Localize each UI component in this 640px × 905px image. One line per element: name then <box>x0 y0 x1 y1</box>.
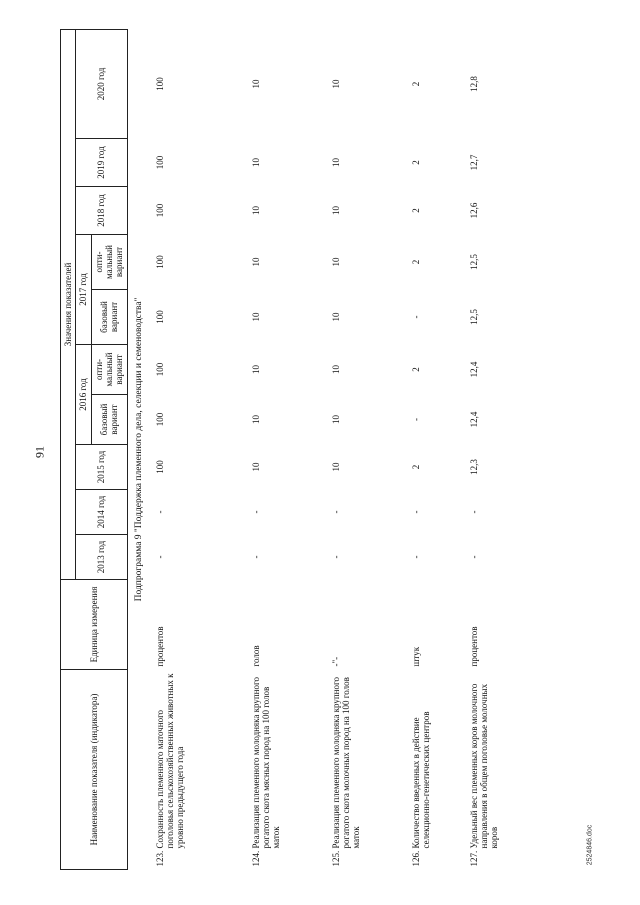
indicator-name: Реализация племенного молодняка крупного рогатого скота мясных пород на 100 голов маток <box>250 677 282 849</box>
indicator-name: Количество введенных в действие селекционно-генетических центров <box>410 711 431 849</box>
subprogram-title: Подпрограмма 9 "Поддержка племенного дела, селекции и семеноводства" <box>133 297 144 602</box>
value-cell-y2013: - <box>330 555 341 559</box>
value-cell-y2016b: 10 <box>330 415 341 424</box>
value-cell-y2019: 10 <box>330 158 341 167</box>
rotated-table-container <box>60 30 500 870</box>
value-cell-y2019: 100 <box>154 155 165 170</box>
indicator-name: Сохранность племенного маточного поголовья сельскохозяйственных животных к уровню предыдущего года <box>154 673 186 849</box>
value-cell-y2014: - <box>250 510 261 514</box>
header-2016: 2016 год <box>76 345 91 445</box>
value-cell-y2020: 2 <box>410 81 421 87</box>
table-row <box>467 29 563 869</box>
value-cell-y2016b: 100 <box>154 412 165 427</box>
value-cell-y2014: - <box>330 510 341 514</box>
page-number: 91 <box>32 446 47 458</box>
value-cell-y2018: 12,6 <box>468 202 479 219</box>
row-number: 125. <box>330 850 341 867</box>
header-values-group: Значения показателей <box>61 29 76 579</box>
value-cell-y2016b: - <box>410 418 421 421</box>
header-2016-opt: опти-мальный вариант <box>91 345 127 395</box>
header-unit-column: Единица измерения <box>61 580 128 670</box>
header-2018: 2018 год <box>76 187 127 235</box>
header-2013: 2013 год <box>76 535 127 580</box>
table-row <box>153 29 249 869</box>
header-2020: 2020 год <box>76 29 127 138</box>
value-cell-y2014: - <box>154 510 165 514</box>
value-cell-y2015: 12,3 <box>468 459 479 475</box>
header-name-column: Наименование показателя (индикатора) <box>61 670 128 870</box>
value-cell-y2015: 10 <box>250 462 261 472</box>
table-row <box>409 29 467 869</box>
header-2019: 2019 год <box>76 139 127 187</box>
value-cell-y2020: 10 <box>330 79 341 89</box>
value-cell-y2018: 10 <box>330 206 341 215</box>
value-cell-y2014: - <box>410 510 421 514</box>
table-row <box>249 29 329 869</box>
value-cell-y2017o: 2 <box>410 259 421 265</box>
row-number: 126. <box>410 850 421 867</box>
indicator-name-cell <box>329 670 409 870</box>
header-2017-opt: опти-мальный вариант <box>91 235 127 290</box>
indicator-name-cell <box>249 670 329 870</box>
value-cell-y2017o: 100 <box>154 255 165 269</box>
unit-cell: штук <box>410 646 421 667</box>
value-cell-y2013: - <box>154 555 165 559</box>
row-number: 127. <box>468 850 479 867</box>
value-cell-y2019: 2 <box>410 160 421 165</box>
value-cell-y2015: 100 <box>154 460 165 474</box>
value-cell-y2017b: 10 <box>250 312 261 322</box>
value-cell-y2017o: 12,5 <box>468 254 479 270</box>
header-2016-base: базовый вариант <box>91 395 127 445</box>
value-cell-y2017b: - <box>410 315 421 319</box>
value-cell-y2019: 12,7 <box>468 154 479 171</box>
value-cell-y2018: 10 <box>250 206 261 215</box>
value-cell-y2020: 100 <box>154 77 165 91</box>
value-cell-y2017o: 10 <box>250 257 261 267</box>
unit-cell: процентов <box>154 626 165 667</box>
indicator-name-cell <box>153 670 249 870</box>
footer-doc-code: 2524846.doc <box>586 824 594 866</box>
value-cell-y2016o: 12,4 <box>468 361 479 378</box>
value-cell-y2013: - <box>410 555 421 559</box>
unit-cell: -"- <box>330 656 341 667</box>
header-2015: 2015 год <box>76 445 127 490</box>
value-cell-y2016o: 2 <box>410 367 421 372</box>
value-cell-y2015: 10 <box>330 462 341 472</box>
value-cell-y2016o: 10 <box>330 365 341 374</box>
table-row <box>329 29 409 869</box>
indicator-name-cell <box>467 670 563 870</box>
value-cell-y2013: - <box>250 555 261 559</box>
unit-cell: процентов <box>468 626 479 667</box>
value-cell-y2014: - <box>468 510 479 514</box>
header-2017: 2017 год <box>76 235 91 345</box>
indicator-name: Удельный вес племенных коров молочного направления в общем поголовье молочных коров <box>468 683 500 849</box>
value-cell-y2016b: 12,4 <box>468 411 479 428</box>
value-cell-y2013: - <box>468 555 479 559</box>
value-cell-y2020: 10 <box>250 79 261 89</box>
value-cell-y2018: 2 <box>410 208 421 213</box>
value-cell-y2020: 12,8 <box>468 76 479 92</box>
value-cell-y2016o: 100 <box>154 362 165 377</box>
header-2014: 2014 год <box>76 490 127 535</box>
value-cell-y2019: 10 <box>250 158 261 167</box>
value-cell-y2017b: 100 <box>154 310 165 324</box>
header-2017-base: базовый вариант <box>91 290 127 345</box>
unit-cell: голов <box>250 645 261 667</box>
row-number: 124. <box>250 850 261 867</box>
value-cell-y2018: 100 <box>154 203 165 218</box>
value-cell-y2017b: 12,5 <box>468 309 479 325</box>
indicators-table <box>60 29 563 870</box>
indicator-name-cell <box>409 670 467 870</box>
row-number: 123. <box>154 850 165 867</box>
value-cell-y2016o: 10 <box>250 365 261 374</box>
value-cell-y2017b: 10 <box>330 312 341 322</box>
value-cell-y2016b: 10 <box>250 415 261 424</box>
value-cell-y2017o: 10 <box>330 257 341 267</box>
value-cell-y2015: 2 <box>410 464 421 470</box>
indicator-name: Реализация племенного молодняка крупного рогатого скота молочных пород на 100 голов маток <box>330 677 362 849</box>
